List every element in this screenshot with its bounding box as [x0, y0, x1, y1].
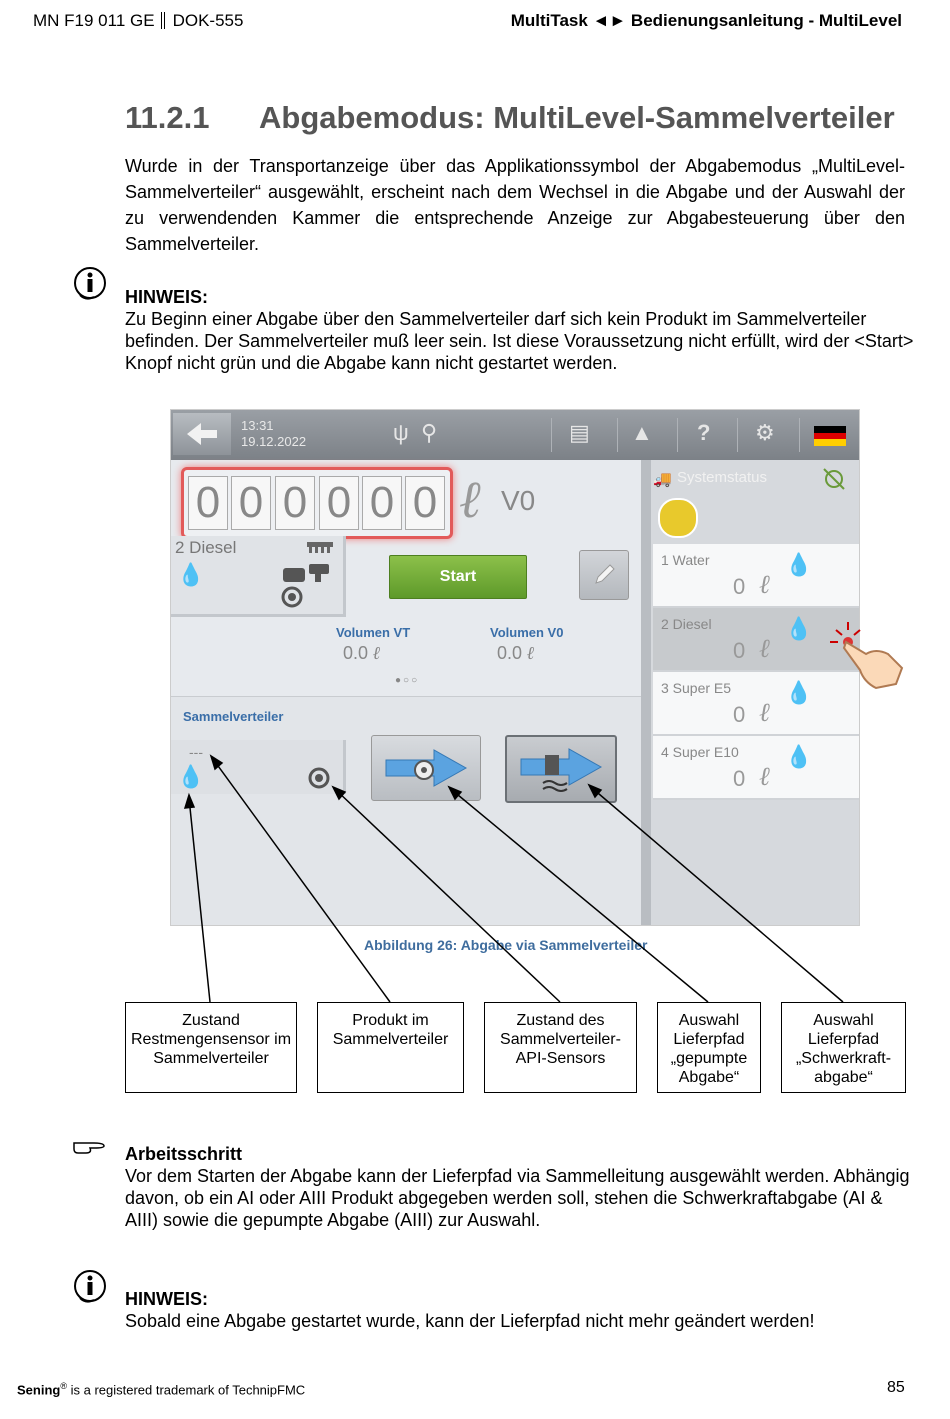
chamber-unit: ℓ — [759, 634, 770, 664]
callout-line — [189, 798, 210, 1002]
volume-vt-unit: ℓ — [372, 643, 380, 664]
chamber-name: 4 Super E10 — [661, 744, 739, 760]
counter-digit: 0 — [319, 476, 359, 530]
drop-icon: 💧 — [177, 562, 205, 587]
chamber-unit: ℓ — [759, 698, 770, 728]
pointing-finger-icon — [72, 1135, 106, 1155]
callout-line — [213, 759, 390, 1002]
counter-digit: 0 — [362, 476, 402, 530]
counter-digit: 0 — [188, 476, 228, 530]
chamber-value: 0 — [733, 702, 746, 727]
work-step-title: Arbeitsschritt — [125, 1144, 243, 1164]
callout-line — [336, 790, 560, 1002]
chamber-name: 1 Water — [661, 552, 710, 568]
note-2 — [125, 1289, 915, 1332]
counter-label: V0 — [501, 485, 536, 516]
counter-unit: ℓ — [459, 470, 481, 530]
footer-trademark — [17, 1381, 305, 1397]
callout-line — [592, 788, 843, 1002]
start-button[interactable]: Start — [389, 555, 527, 599]
work-step — [125, 1144, 915, 1231]
section-title: Abgabemodus: MultiLevel-Sammelverteiler — [259, 100, 895, 135]
footer-trademark-text: is a registered trademark of TechnipFMC — [66, 1382, 306, 1398]
note-2-text: Sobald eine Abgabe gestartet wurde, kann der Lieferpfad nicht mehr geändert werden! — [125, 1311, 815, 1331]
active-chamber-label: 2 Diesel — [175, 538, 237, 557]
clock-time: 13:31 — [241, 418, 274, 433]
link-icon: ⚲ — [421, 420, 438, 445]
manifold-product-value: --- — [189, 744, 203, 760]
volume-vt-label: Volumen VT — [336, 625, 411, 640]
drop-icon: 💧 — [785, 616, 813, 641]
drop-icon: 💧 — [785, 552, 813, 577]
volume-v0-value: 0.0 — [497, 643, 523, 663]
callout-pumped-path: Auswahl Lieferpfad „gepumpte Abgabe“ — [657, 1002, 761, 1093]
counter-digit: 0 — [231, 476, 271, 530]
page-number: 85 — [887, 1379, 905, 1396]
note-2-title: HINWEIS: — [125, 1289, 208, 1309]
note-1-title: HINWEIS: — [125, 287, 208, 307]
usb-icon: ψ — [393, 420, 409, 445]
volume-v0-unit: ℓ — [526, 643, 534, 664]
drop-icon: 💧 — [785, 744, 813, 769]
chamber-value: 0 — [733, 574, 746, 599]
counter-digit: 0 — [275, 476, 315, 530]
chamber-name: 3 Super E5 — [661, 680, 732, 696]
doc-id: DOK-555 — [172, 11, 244, 30]
volume-v0-label: Volumen V0 — [490, 625, 564, 640]
footer-brand: Sening — [17, 1382, 61, 1398]
chamber-unit: ℓ — [759, 762, 770, 792]
system-status-label: Systemstatus — [677, 469, 768, 486]
warning-icon[interactable]: ▲ — [631, 420, 653, 445]
page-dots[interactable]: ●○○ — [395, 675, 420, 686]
drop-icon: 💧 — [785, 680, 813, 705]
chamber-name: 2 Diesel — [661, 616, 712, 632]
callout-api-sensor: Zustand des Sammelverteiler-API-Sensors — [484, 1002, 637, 1093]
residual-sensor-drop-icon: 💧 — [177, 764, 205, 789]
section-number: 11.2.1 — [125, 100, 210, 135]
callout-line — [452, 790, 708, 1002]
callout-residual-sensor: Zustand Restmengensensor im Sammelverteiler — [125, 1002, 297, 1093]
callout-manifold-product: Produkt im Sammelverteiler — [317, 1002, 464, 1093]
gear-icon[interactable]: ⚙ — [755, 420, 775, 445]
work-step-text: Vor dem Starten der Abgabe kann der Lieferpfad via Sammelleitung ausgewählt werden. Abhängig davon, ob ein AI oder AIII Produkt abgegeben werden soll, stehen die Schwerkraftabgabe (AI & AIII) sowie die gepumpte Abgabe (AIII) zur Auswahl. — [125, 1166, 910, 1230]
truck-icon: 🚚 — [653, 471, 672, 488]
intro-paragraph: Wurde in der Transportanzeige über das Applikationssymbol der Abgabemodus „MultiLevel-Sammelverteiler“ ausgewählt, erscheint nach dem Wechsel in die Abgabe und der Auswahl der zu verwendenden Kammer die entsprechende Anzeige zur Abgabesteuerung über den Sammelverteiler. — [125, 156, 905, 254]
printer-icon[interactable]: ▤ — [569, 420, 590, 445]
doc-code: MN F19 011 GE — [33, 11, 155, 30]
counter-digit: 0 — [405, 476, 445, 530]
note-1-text: Zu Beginn einer Abgabe über den Sammelverteiler darf sich kein Produkt im Sammelverteiler befinden. Der Sammelverteiler muß leer sein. Ist diese Voraussetzung nicht erfüllt, wird der <Start> Knopf nicht grün und die Abgabe kann nicht gestartet werden. — [125, 309, 914, 373]
help-icon[interactable]: ? — [697, 420, 711, 445]
header-title: MultiTask ◄► Bedienungsanleitung - MultiLevel — [510, 11, 902, 30]
callout-gravity-path: Auswahl Lieferpfad „Schwerkraft-abgabe“ — [781, 1002, 906, 1093]
clock-date: 19.12.2022 — [241, 434, 307, 449]
chamber-unit: ℓ — [759, 570, 770, 600]
manifold-label: Sammelverteiler — [183, 709, 284, 724]
footer-registered: ® — [60, 1381, 67, 1391]
chamber-value: 0 — [733, 638, 746, 663]
chamber-value: 0 — [733, 766, 746, 791]
info-icon — [72, 1268, 108, 1304]
volume-vt-value: 0.0 — [343, 643, 369, 663]
figure-caption: Abbildung 26: Abgabe via Sammelverteiler — [364, 937, 648, 953]
